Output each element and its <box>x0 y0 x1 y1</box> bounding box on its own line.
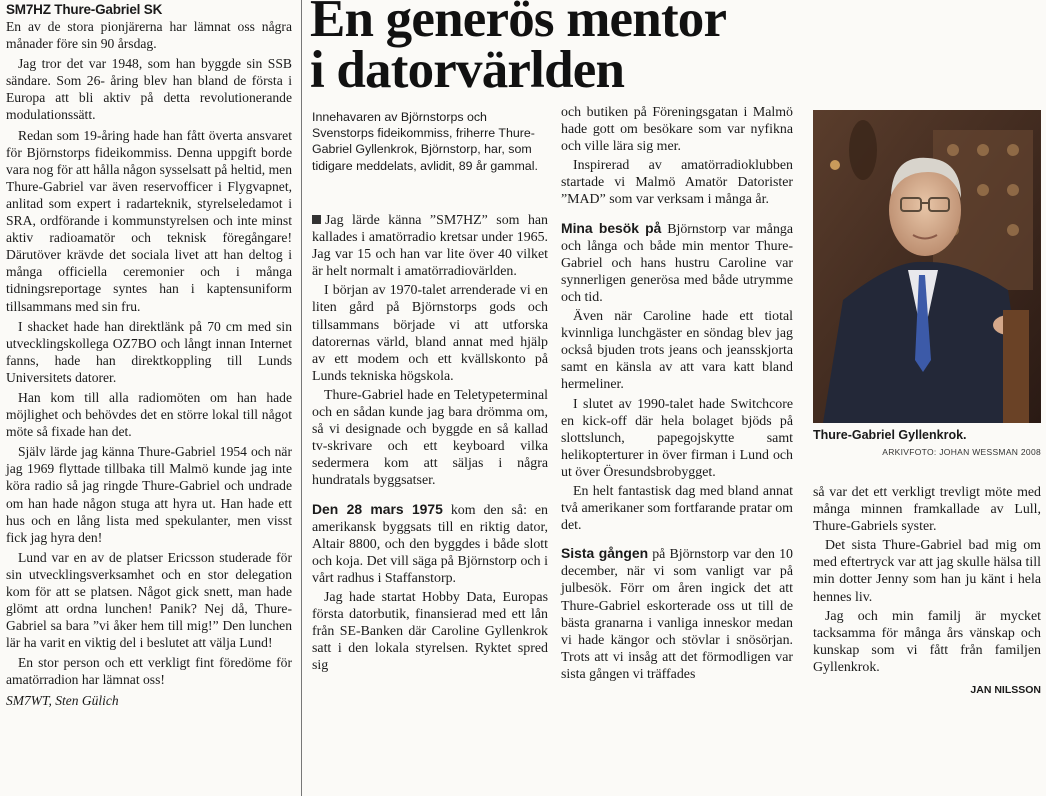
article-paragraph <box>312 212 548 280</box>
article-headline <box>310 0 810 99</box>
article-lead: Innehavaren av Björnstorps och Svenstorps fideikommiss, friherre Thure-Gabriel Gyllenkrok, Björnstorp, har, som tidigare meddelats, avlidit, 89 år gammal. <box>312 110 538 173</box>
photo-credit: ARKIVFOTO: JOHAN WESSMAN 2008 <box>882 447 1041 457</box>
left-header: SM7HZ Thure-Gabriel SK <box>6 2 163 17</box>
article-paragraph <box>561 220 793 306</box>
left-paragraph: Lund var en av de platser Ericsson studerade för sin utvecklingsverksamhet och en stor delegation kom för att se platsen. Något gick snett, man hade glömt att ordna lunchen! Panik? Nej då, Thure-Gabriel sa bara ”vi åker hem till mig!” Den lunchen lär ha varit en viktig del i beslutet att välja Lund! <box>6 549 292 651</box>
left-paragraph: En av de stora pionjärerna har lämnat oss några månader före sin 90 årsdag. <box>6 19 292 52</box>
article-text: kom den så: en amerikansk byggsats till en riktig dator, Altair 8800, och den byggdes i både slott och koja. Det vill säga på Björnstorp och i vårt radhus i Staffanstorp. <box>312 502 548 586</box>
left-paragraph: Själv lärde jag känna Thure-Gabriel 1954 och när jag 1969 flyttade tillbaka till Malmö kunde jag inte köra radio så jag ringde Thure-Gabriel och undrade om han hade någon stuga att hyra ut. Han hade ett hus och en lång lista med spekulanter, men visst fick jag hyra den! <box>6 444 292 545</box>
article-paragraph <box>561 545 793 683</box>
article-text: Björnstorp var många och långa och både min mentor Thure-Gabriel och hans hustru Caroline var synnerligen generösa med både utrymme och tid. <box>561 221 793 305</box>
article-author: JAN NILSSON <box>970 684 1041 696</box>
headline-line-1: En generös mentor <box>310 0 727 48</box>
left-signature: SM7WT, Sten Gülich <box>6 692 119 708</box>
article-column-3 <box>561 104 793 685</box>
square-bullet-icon <box>312 215 321 224</box>
portrait-photo <box>813 110 1041 423</box>
article-paragraph: I början av 1970-talet arrenderade vi en liten gård på Björnstorps gods och tillsammans började vi att utforska datorernas värld, bland annat med hjälp av ett modem och ett kvällskonto på Lunds tekniska högskola. <box>312 283 548 384</box>
article-paragraph: Det sista Thure-Gabriel bad mig om med eftertryck var att jag skulle hälsa till min dotter Jenny som han ju känt i hela hennes liv. <box>813 538 1041 605</box>
headline-line-2: i datorvärlden <box>310 41 625 99</box>
left-paragraph: Redan som 19-åring hade han fått överta ansvaret för Björnstorps fideikommiss. Denna uppgift borde vara nog för att hålla någon sysselsatt på heltid, men Thure-Gabriel var även reservofficer i Flygvapnet, anlitad som expert i radarteknik, styrelseledamot i SRA, ordförande i kommunstyrelsen och inte minst aktiv radioamatör och teknisk föregångare! Därutöver krävde det sociala livet att han deltog i många officiella ceremonier och i många tidningsreportage syntes han i kaptensuniform tillsammans med sin fru. <box>6 127 292 314</box>
article-paragraph: Även när Caroline hade ett tiotal kvinnliga lunchgäster en söndag blev jag också bjuden trots jeans och jeansskjorta samt en känsla av att vara katt bland hermeliner. <box>561 309 793 393</box>
article-paragraph: I slutet av 1990-talet hade Switchcore en kick-off där hela bolaget bjöds på slottslunch, papegojskytte samt helikopterturer in över firman i Lund och ut över Öresundsbrobygget. <box>561 396 793 480</box>
article-paragraph: Inspirerad av amatörradioklubben startade vi Malmö Amatör Datorister ”MAD” som var verksam i många år. <box>561 158 793 208</box>
article-paragraph <box>312 501 548 587</box>
column-divider <box>301 0 302 796</box>
left-paragraph: En stor person och ett verkligt fint föredöme för amatörradion har lämnat oss! <box>6 655 292 688</box>
article-paragraph: Jag och min familj är mycket tacksamma för många års vänskap och kunskap som vi fått från familjen Gyllenkrok. <box>813 608 1041 675</box>
photo-caption: Thure-Gabriel Gyllenkrok. <box>813 428 967 442</box>
article-text: på Björnstorp var den 10 december, när vi som vanligt var på julbesök. Förr om åren ingick det att Thure-Gabriel eskorterade oss ut till de bästa granarna i vanliga inneskor medan vi hade kängor och stövlar i snösörjan. Trots att vi insåg att det förmodligen var sista gången vi träffades <box>561 547 793 682</box>
subheading: Den 28 mars 1975 <box>312 500 443 517</box>
left-paragraph: I shacket hade han direktlänk på 70 cm med sin utvecklingskollega OZ7BO och långt innan Internet fanns, hade han direktkoppling till Lunds Universitets datorer. <box>6 318 292 385</box>
article-column-4 <box>813 484 1041 678</box>
subheading: Mina besök på <box>561 219 662 236</box>
left-column <box>6 2 292 709</box>
portrait-illustration <box>813 110 1041 423</box>
left-paragraph: Han kom till alla radiomöten om han hade möjlighet och behövdes det en större lokal till något möte så fixade han det. <box>6 389 292 440</box>
article-paragraph: och butiken på Föreningsgatan i Malmö hade gott om besökare som var nyfikna och ville lära sig mer. <box>561 105 793 155</box>
article-paragraph: En helt fantastisk dag med bland annat två amerikaner som fortfarande pratar om det. <box>561 483 793 534</box>
left-paragraph: Jag tror det var 1948, som han byggde sin SSB sändare. Som 26- åring blev han bland de första i Europa att bli aktiv på detta revolutionerande modulationssätt. <box>6 56 292 123</box>
article-paragraph: Thure-Gabriel hade en Teletypeterminal och en sådan kunde jag bara drömma om, så vi designade och byggde en så kallad tv-skrivare och ett keyboard vilka sedermera kom att säljas i några hundratals byggsatser. <box>312 387 548 489</box>
article-text: Jag lärde känna ”SM7HZ” som han kallades i amatörradio kretsar under 1965. Jag var 15 och han var lite över 40 vilket är helt normalt i amatörradiovärlden. <box>312 213 548 280</box>
subheading: Sista gången <box>561 545 649 562</box>
article-column-2 <box>312 212 548 676</box>
article-paragraph: så var det ett verkligt trevligt möte med många minnen framkallade av Lull, Thure-Gabriels syster. <box>813 485 1041 535</box>
article-paragraph: Jag hade startat Hobby Data, Europas första datorbutik, finansierad med ett lån från SE-Banken där Caroline Gyllenkrok satt i den lokala styrelsen. Ryktet spred sig <box>312 589 548 674</box>
